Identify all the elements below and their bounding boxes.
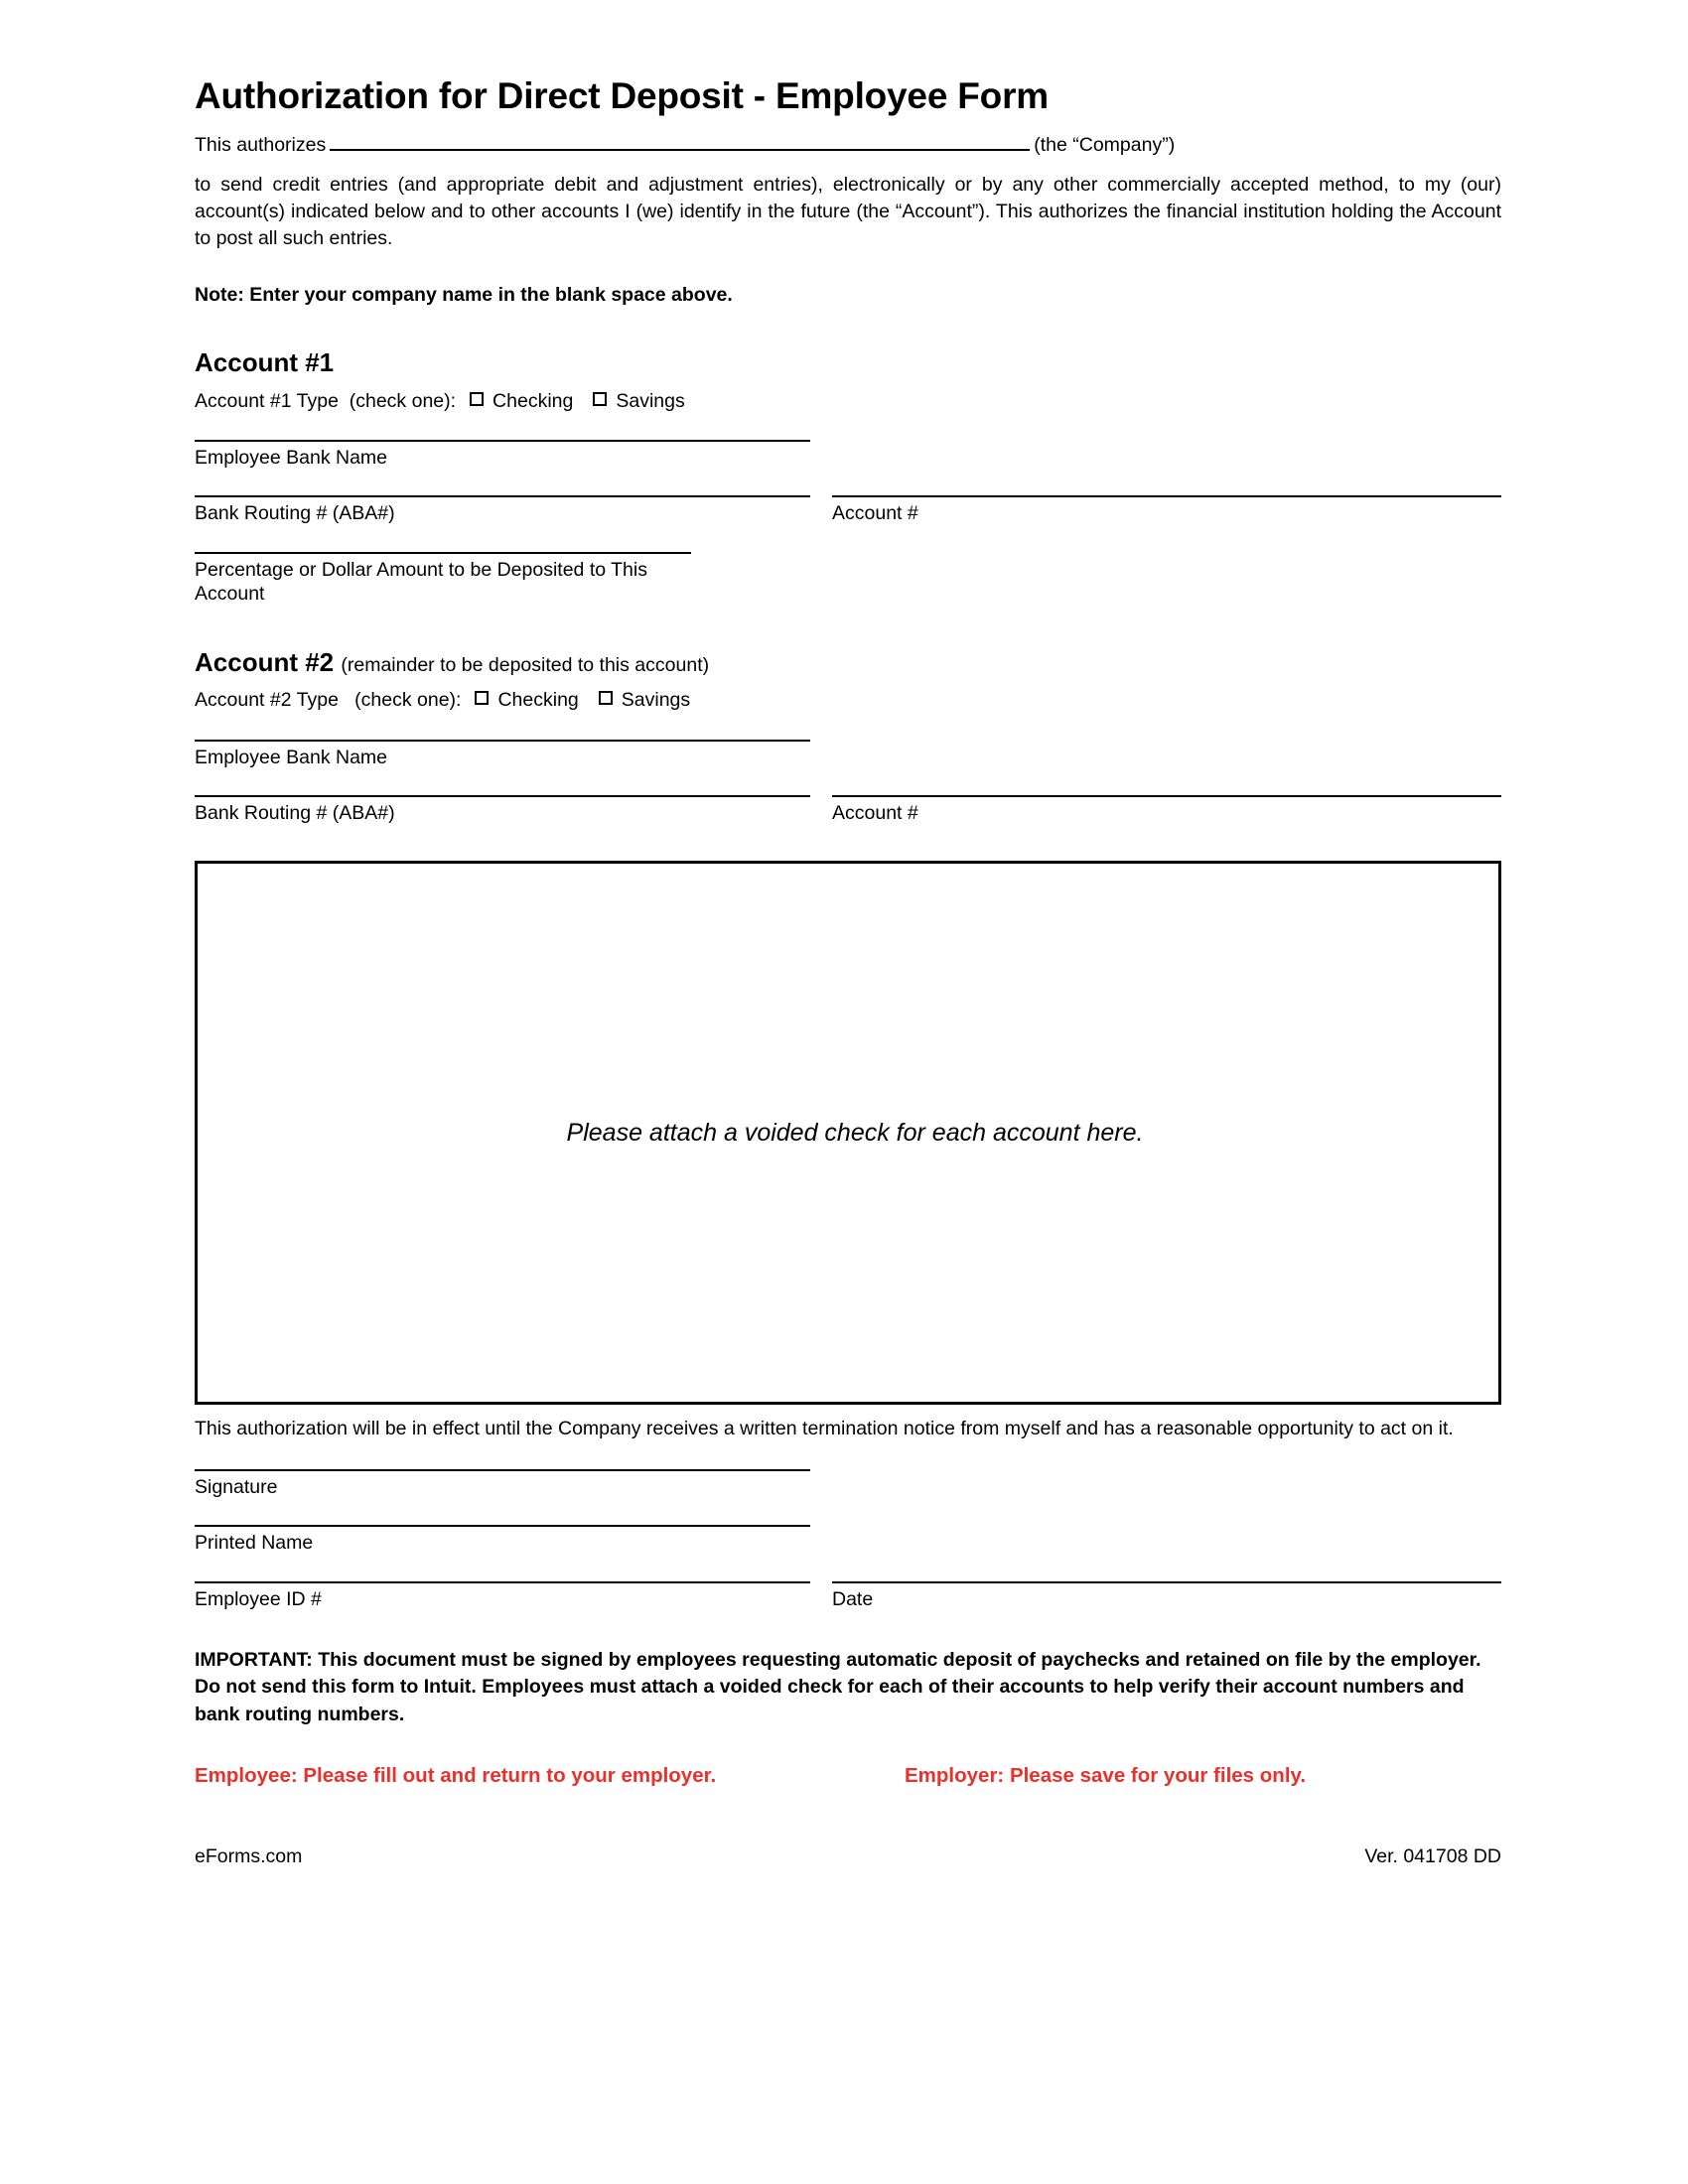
account1-number-field[interactable] [832,495,1501,525]
account1-type-label: Account #1 Type (check one): [195,389,457,412]
account1-percentage-field[interactable] [195,526,691,607]
account1-bank-name-field[interactable] [195,414,810,470]
account2-type-label: Account #2 Type (check one): [195,689,462,712]
signature-field[interactable] [195,1443,810,1499]
printed-name-caption: Printed Name [195,1532,314,1555]
account2-routing-caption: Bank Routing # (ABA#) [195,801,395,824]
document-content [195,0,1501,1868]
footer-version-label: Ver. 041708 DD [1364,1845,1501,1867]
account1-savings-checkbox[interactable] [593,392,607,406]
company-name-note: Note: Enter your company name in the blank space above. [195,284,733,307]
account1-checking-label: Checking [492,389,574,412]
intro-suffix-text: (the “Company”) [1034,133,1176,156]
printed-name-field[interactable] [195,1499,810,1555]
date-caption: Date [832,1587,874,1610]
signature-caption: Signature [195,1475,278,1498]
account1-number-caption: Account # [832,502,918,525]
party-notices-row [195,1728,1501,1788]
account2-routing-field[interactable] [195,795,810,825]
account2-savings-checkbox[interactable] [599,691,613,705]
important-notice-text: IMPORTANT: This document must be signed by employees requesting automatic deposit of paychecks and retained on file by the employer. Do not send this form to Intuit. Employees must attach a voided check for each of their accounts to help verify their account numbers and bank routing numbers. [195,1649,1481,1725]
account1-type-row [195,377,1501,414]
account1-checking-checkbox[interactable] [470,392,484,406]
account1-percentage-caption: Percentage or Dollar Amount to be Deposited to This Account [195,558,647,606]
account1-routing-caption: Bank Routing # (ABA#) [195,502,395,525]
account2-savings-label: Savings [621,689,691,712]
account1-heading: Account #1 [195,347,335,378]
employer-notice: Employer: Please save for your files only. [905,1764,1307,1787]
employee-id-caption: Employee ID # [195,1587,322,1610]
account2-bank-name-caption: Employee Bank Name [195,746,388,768]
account2-heading-subtext: (remainder to be deposited to this account) [341,653,710,676]
company-name-blank[interactable] [330,133,1030,151]
page-title: Authorization for Direct Deposit - Employee Form [195,75,1049,116]
authorization-intro [195,118,1501,159]
account2-number-field[interactable] [832,795,1501,825]
account2-number-caption: Account # [832,801,918,824]
account1-savings-label: Savings [616,389,685,412]
voided-check-hint: Please attach a voided check for each account here. [566,1118,1144,1147]
account1-routing-field[interactable] [195,495,810,525]
employee-id-field[interactable] [195,1581,810,1611]
account2-heading-text: Account #2 [195,646,335,677]
intro-prefix-text: This authorizes [195,133,327,156]
page-footer [195,1788,1501,1868]
account2-routing-account-row [195,769,1501,825]
voided-check-attachment-area[interactable] [195,861,1501,1405]
account2-bank-name-field[interactable] [195,714,810,769]
authorization-body: to send credit entries (and appropriate debit and adjustment entries), electronically or by any other commercially accepted method, to my (our) account(s) indicated below and to other accounts I (we) identify in the future (the “Account”). This authorizes the financial institution holding the Account to post all such entries. [195,174,1501,250]
account2-checking-checkbox[interactable] [475,691,489,705]
account2-type-row [195,676,1501,713]
employee-notice: Employee: Please fill out and return to your employer. [195,1764,717,1787]
account1-bank-name-caption: Employee Bank Name [195,447,388,470]
termination-notice-text: This authorization will be in effect until the Company receives a written termination notice from myself and has a reasonable opportunity to act on it. [195,1418,1454,1440]
account1-routing-account-row [195,470,1501,525]
account2-checking-label: Checking [497,689,579,712]
account2-heading [195,607,1501,677]
footer-site-label: eForms.com [195,1845,303,1867]
date-field[interactable] [832,1581,1501,1611]
employee-id-date-row [195,1556,1501,1611]
